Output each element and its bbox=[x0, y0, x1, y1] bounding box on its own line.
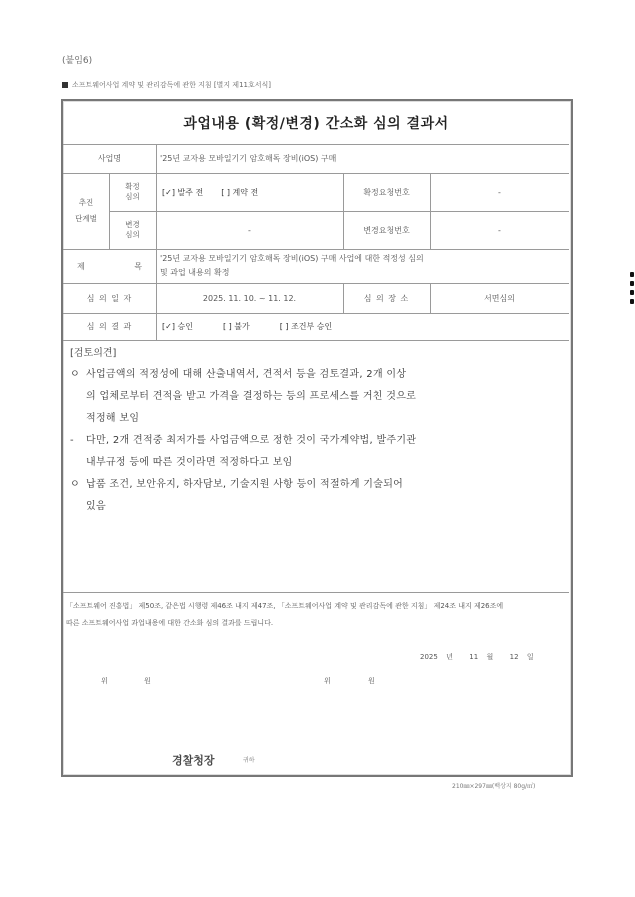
circle-bullet-icon: ㅇ bbox=[70, 479, 80, 490]
review-date-value: 2025. 11. 10. ~ 11. 12. bbox=[202, 293, 297, 303]
subject-label: 제 목 bbox=[77, 261, 142, 271]
divider bbox=[63, 592, 569, 593]
checkbox-rejected[interactable]: [ ] 불가 bbox=[222, 322, 250, 331]
change-request-no-label: 변경요청번호 bbox=[363, 225, 410, 235]
opinion-item: ㅇ 납품 조건, 보안유지, 하자담보, 기술지원 사항 등이 적절하게 기술되어 있음 bbox=[70, 474, 564, 518]
paper-spec: 210㎜×297㎜(백상지 80g/㎡) bbox=[452, 783, 536, 790]
checkbox-before-contract[interactable]: [ ] 계약 전 bbox=[221, 187, 259, 197]
project-name-label: 사업명 bbox=[97, 154, 122, 163]
member-label: 원 bbox=[368, 677, 375, 685]
binding-mark-icon bbox=[630, 281, 634, 286]
divider bbox=[63, 340, 569, 341]
form-reference bbox=[62, 80, 271, 90]
review-place-value: 서면심의 bbox=[484, 293, 515, 303]
confirm-request-no-value: - bbox=[498, 187, 501, 197]
member-label: 원 bbox=[144, 677, 151, 685]
binding-marks bbox=[630, 272, 634, 308]
member-label: 위 bbox=[101, 677, 108, 685]
project-name-value: '25년 교자용 모바일기기 암호해독 장비(iOS) 구매 bbox=[160, 154, 337, 163]
checkbox-before-order[interactable]: [✓] 발주 전 bbox=[162, 187, 204, 197]
square-bullet-icon bbox=[62, 82, 68, 88]
review-date-label: 심 의 일 자 bbox=[86, 293, 133, 303]
opinion-item: ㅇ 사업금액의 적정성에 대해 산출내역서, 견적서 등을 검토결과, 2개 이상 의 업체로부터 견적을 받고 가격을 결정하는 등의 프로세스를 거친 것으로 적정해 보임 bbox=[70, 364, 564, 430]
confirm-request-no-label: 확정요청번호 bbox=[363, 187, 410, 197]
stage-label: 추진 단계별 bbox=[75, 198, 97, 223]
change-review-value: - bbox=[248, 225, 251, 235]
review-result-options bbox=[162, 313, 562, 340]
recipient-suffix: 귀하 bbox=[243, 757, 255, 764]
circle-bullet-icon: ㅇ bbox=[70, 369, 80, 380]
opinion-item: - 다만, 2개 견적중 최저가를 사업금액으로 정한 것이 국가계약법, 발주기관 내부규정 등에 따른 것이라면 적정하다고 보임 bbox=[70, 430, 564, 474]
binding-mark-icon bbox=[630, 299, 634, 304]
change-request-no-value: - bbox=[498, 225, 501, 235]
confirm-options bbox=[162, 173, 343, 211]
form-reference-text: 소프트웨어사업 계약 및 관리감독에 관한 지침 [별지 제11호서식] bbox=[72, 81, 271, 89]
checkbox-conditional[interactable]: [ ] 조건부 승인 bbox=[279, 322, 333, 331]
recipient: 경찰청장 bbox=[172, 754, 215, 767]
member-label: 위 bbox=[324, 677, 331, 685]
review-result-label: 심 의 결 과 bbox=[86, 322, 133, 331]
opinion-heading: [검토의견] bbox=[70, 348, 117, 359]
document-title: 과업내용 (확정/변경) 간소화 심의 결과서 bbox=[183, 115, 449, 132]
review-place-label: 심 의 장 소 bbox=[363, 293, 410, 303]
confirm-review-label: 확정 심의 bbox=[125, 182, 140, 201]
binding-mark-icon bbox=[630, 272, 634, 277]
change-review-label: 변경 심의 bbox=[125, 220, 140, 239]
attachment-label: (붙임6) bbox=[62, 56, 93, 66]
subject-value: '25년 교자용 모바일기기 암호해독 장비(iOS) 구매 사업에 대한 적정성 심의 및 과업 내용의 확정 bbox=[160, 254, 424, 277]
binding-mark-icon bbox=[630, 290, 634, 295]
dash-bullet-icon: - bbox=[70, 435, 74, 446]
checkbox-approved[interactable]: [✓] 승인 bbox=[162, 322, 193, 331]
legal-statement: 「소프트웨어 진흥법」 제50조, 같은법 시행령 제46조 내지 제47조, 「소프트웨어사업 계약 및 관리감독에 관한 지침」 제24조 내지 제26조에 따른 소프트웨어사업 과업내용에 대한 간소화 심의 결과를 드립니다. bbox=[66, 602, 504, 627]
issue-date: 2025 년 11 월 12 일 bbox=[420, 653, 534, 661]
